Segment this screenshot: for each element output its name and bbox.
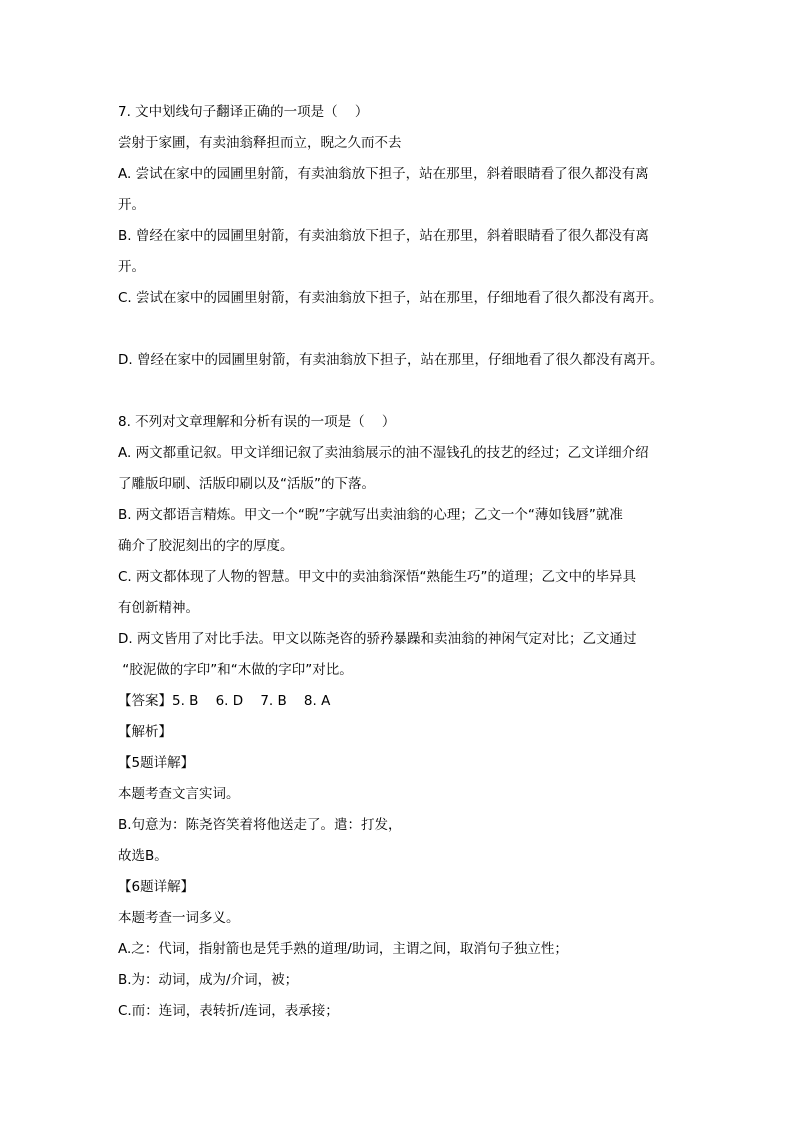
q7-option-a-cont: 开。 <box>118 197 145 213</box>
analysis-heading: 【解析】 <box>118 724 172 740</box>
q8-option-a-cont: 了雕版印刷、活版印刷以及“活版”的下落。 <box>118 476 375 492</box>
q7-option-d: D. 曾经在家中的园圃里射箭，有卖油翁放下担子，站在那里，仔细地看了很久都没有离开。 <box>118 352 664 368</box>
q8-option-c: C. 两文都体现了人物的智慧。甲文中的卖油翁深悟“熟能生巧”的道理；乙文中的毕异具 <box>118 569 636 585</box>
q7-option-a: A. 尝试在家中的园圃里射箭，有卖油翁放下担子，站在那里，斜着眼睛看了很久都没有离 <box>118 166 649 182</box>
document-page <box>118 97 698 1027</box>
answer-line: 【答案】5. B 6. D 7. B 8. A <box>118 693 331 709</box>
q8-option-b-cont: 确介了胶泥刻出的字的厚度。 <box>118 538 294 554</box>
q6-line: A.之：代词，指射箭也是凭手熟的道理/助词，主谓之间，取消句子独立性； <box>118 941 568 957</box>
q5-line: 本题考查文言实词。 <box>118 786 240 802</box>
q6-line: B.为：动词，成为/介词，被； <box>118 972 299 988</box>
q7-option-b: B. 曾经在家中的园圃里射箭，有卖油翁放下担子，站在那里，斜着眼睛看了很久都没有离 <box>118 228 649 244</box>
q8-option-c-cont: 有创新精神。 <box>118 600 199 616</box>
q5-line: B.句意为：陈尧咨笑着将他送走了。遣：打发， <box>118 817 402 833</box>
q5-line: 故选B。 <box>118 848 168 864</box>
q8-option-b: B. 两文都语言精炼。甲文一个“睨”字就写出卖油翁的心理；乙文一个“薄如钱唇”就准 <box>118 507 623 523</box>
q7-option-c: C. 尝试在家中的园圃里射箭，有卖油翁放下担子，站在那里，仔细地看了很久都没有离开。 <box>118 290 663 306</box>
q6-heading: 【6题详解】 <box>118 879 195 895</box>
q8-option-d-cont: “胶泥做的字印”和“木做的字印”对比。 <box>118 662 353 678</box>
q5-heading: 【5题详解】 <box>118 755 195 771</box>
q6-line: C.而：连词，表转折/连词，表承接； <box>118 1003 339 1019</box>
q7-quote: 尝射于家圃，有卖油翁释担而立，睨之久而不去 <box>118 135 402 151</box>
q7-option-b-cont: 开。 <box>118 259 145 275</box>
q8-option-d: D. 两文皆用了对比手法。甲文以陈尧咨的骄矜暴躁和卖油翁的神闲气定对比；乙文通过 <box>118 631 637 647</box>
q6-line: 本题考查一词多义。 <box>118 910 240 926</box>
q8-option-a: A. 两文都重记叙。甲文详细记叙了卖油翁展示的油不湿钱孔的技艺的经过；乙文详细介绍 <box>118 445 649 461</box>
q8-stem: 8. 不列对文章理解和分析有误的一项是（ ） <box>118 414 396 430</box>
q7-stem: 7. 文中划线句子翻译正确的一项是（ ） <box>118 104 369 120</box>
